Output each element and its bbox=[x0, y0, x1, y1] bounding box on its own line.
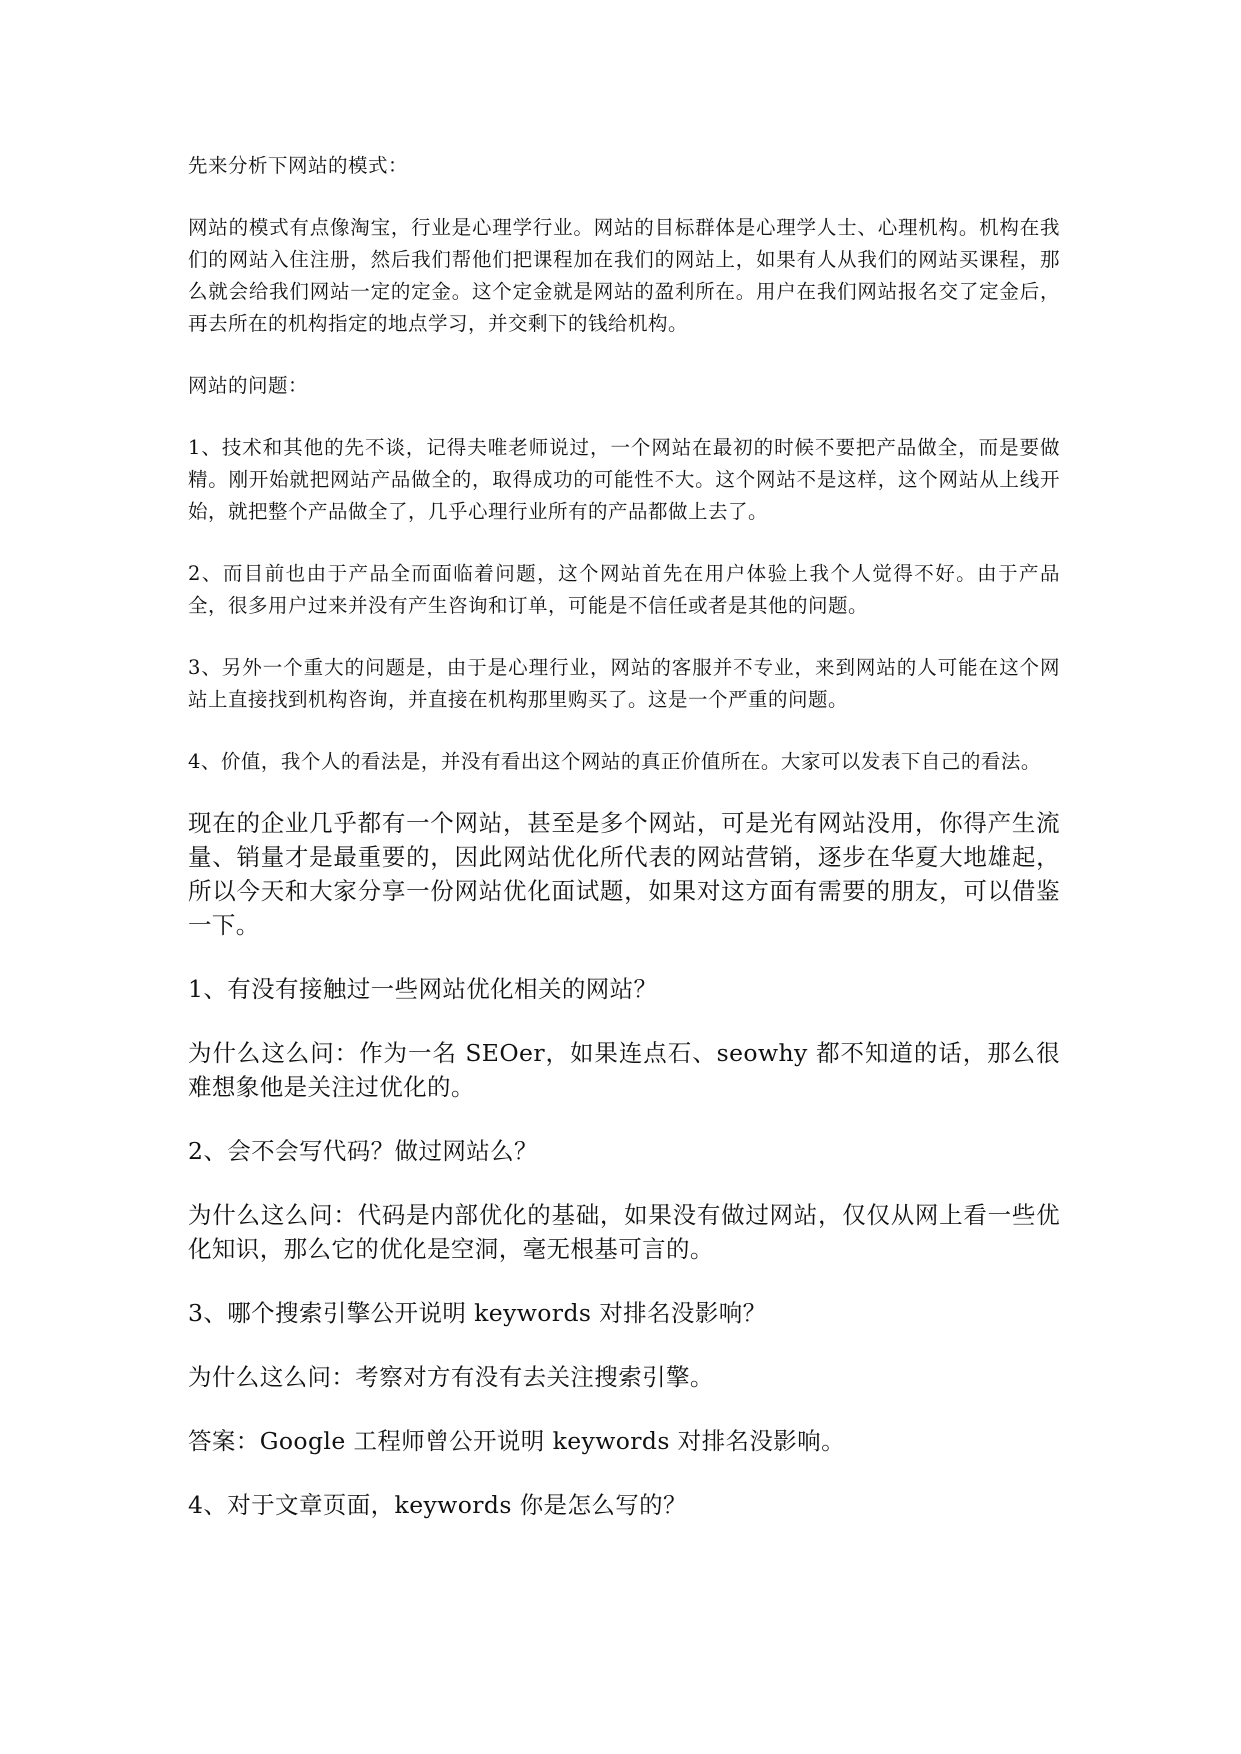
question-2: 2、会不会写代码？做过网站么？ bbox=[188, 1137, 538, 1165]
question-3-reason: 为什么这么问：考察对方有没有去关注搜索引擎。 bbox=[188, 1363, 714, 1391]
model-paragraph: 网站的模式有点像淘宝，行业是心理学行业。网站的目标群体是心理学人士、心理机构。机构在我们的网站入住注册，然后我们帮他们把课程加在我们的网站上，如果有人从我们的网站买课程，那么就会给我们网站一定的定金。这个定金就是网站的盈利所在。用户在我们网站报名交了定金后，再去所在的机构指定的地点学习，并交剩下的钱给机构。 bbox=[188, 216, 1060, 335]
question-2-reason: 为什么这么问：代码是内部优化的基础，如果没有做过网站，仅仅从网上看一些优化知识，那么它的优化是空洞，毫无根基可言的。 bbox=[188, 1201, 1060, 1263]
document-page bbox=[188, 150, 1060, 1522]
problem-1: 1、技术和其他的先不谈，记得夫唯老师说过，一个网站在最初的时候不要把产品做全，而是要做精。刚开始就把网站产品做全的，取得成功的可能性不大。这个网站不是这样，这个网站从上线开始，就把整个产品做全了，几乎心理行业所有的产品都做上去了。 bbox=[188, 436, 1060, 523]
problems-heading: 网站的问题： bbox=[188, 374, 309, 397]
question-3: 3、哪个搜索引擎公开说明 keywords 对排名没影响？ bbox=[188, 1299, 767, 1327]
problem-3: 3、另外一个重大的问题是，由于是心理行业，网站的客服并不专业，来到网站的人可能在这个网站上直接找到机构咨询，并直接在机构那里购买了。这是一个严重的问题。 bbox=[188, 656, 1060, 711]
interview-intro: 现在的企业几乎都有一个网站，甚至是多个网站，可是光有网站没用，你得产生流量、销量才是最重要的，因此网站优化所代表的网站营销，逐步在华夏大地雄起，所以今天和大家分享一份网站优化面试题，如果对这方面有需要的朋友，可以借鉴一下。 bbox=[188, 809, 1060, 939]
question-1: 1、有没有接触过一些网站优化相关的网站？ bbox=[188, 975, 658, 1003]
question-4: 4、对于文章页面，keywords 你是怎么写的？ bbox=[188, 1491, 687, 1519]
question-1-reason: 为什么这么问：作为一名 SEOer，如果连点石、seowhy 都不知道的话，那么很难想象他是关注过优化的。 bbox=[188, 1039, 1060, 1101]
problem-4: 4、价值，我个人的看法是，并没有看出这个网站的真正价值所在。大家可以发表下自己的看法。 bbox=[188, 750, 1041, 773]
intro-heading: 先来分析下网站的模式： bbox=[188, 154, 409, 177]
question-3-answer: 答案：Google 工程师曾公开说明 keywords 对排名没影响。 bbox=[188, 1427, 845, 1455]
problem-2: 2、而目前也由于产品全而面临着问题，这个网站首先在用户体验上我个人觉得不好。由于产品全，很多用户过来并没有产生咨询和订单，可能是不信任或者是其他的问题。 bbox=[188, 562, 1060, 617]
